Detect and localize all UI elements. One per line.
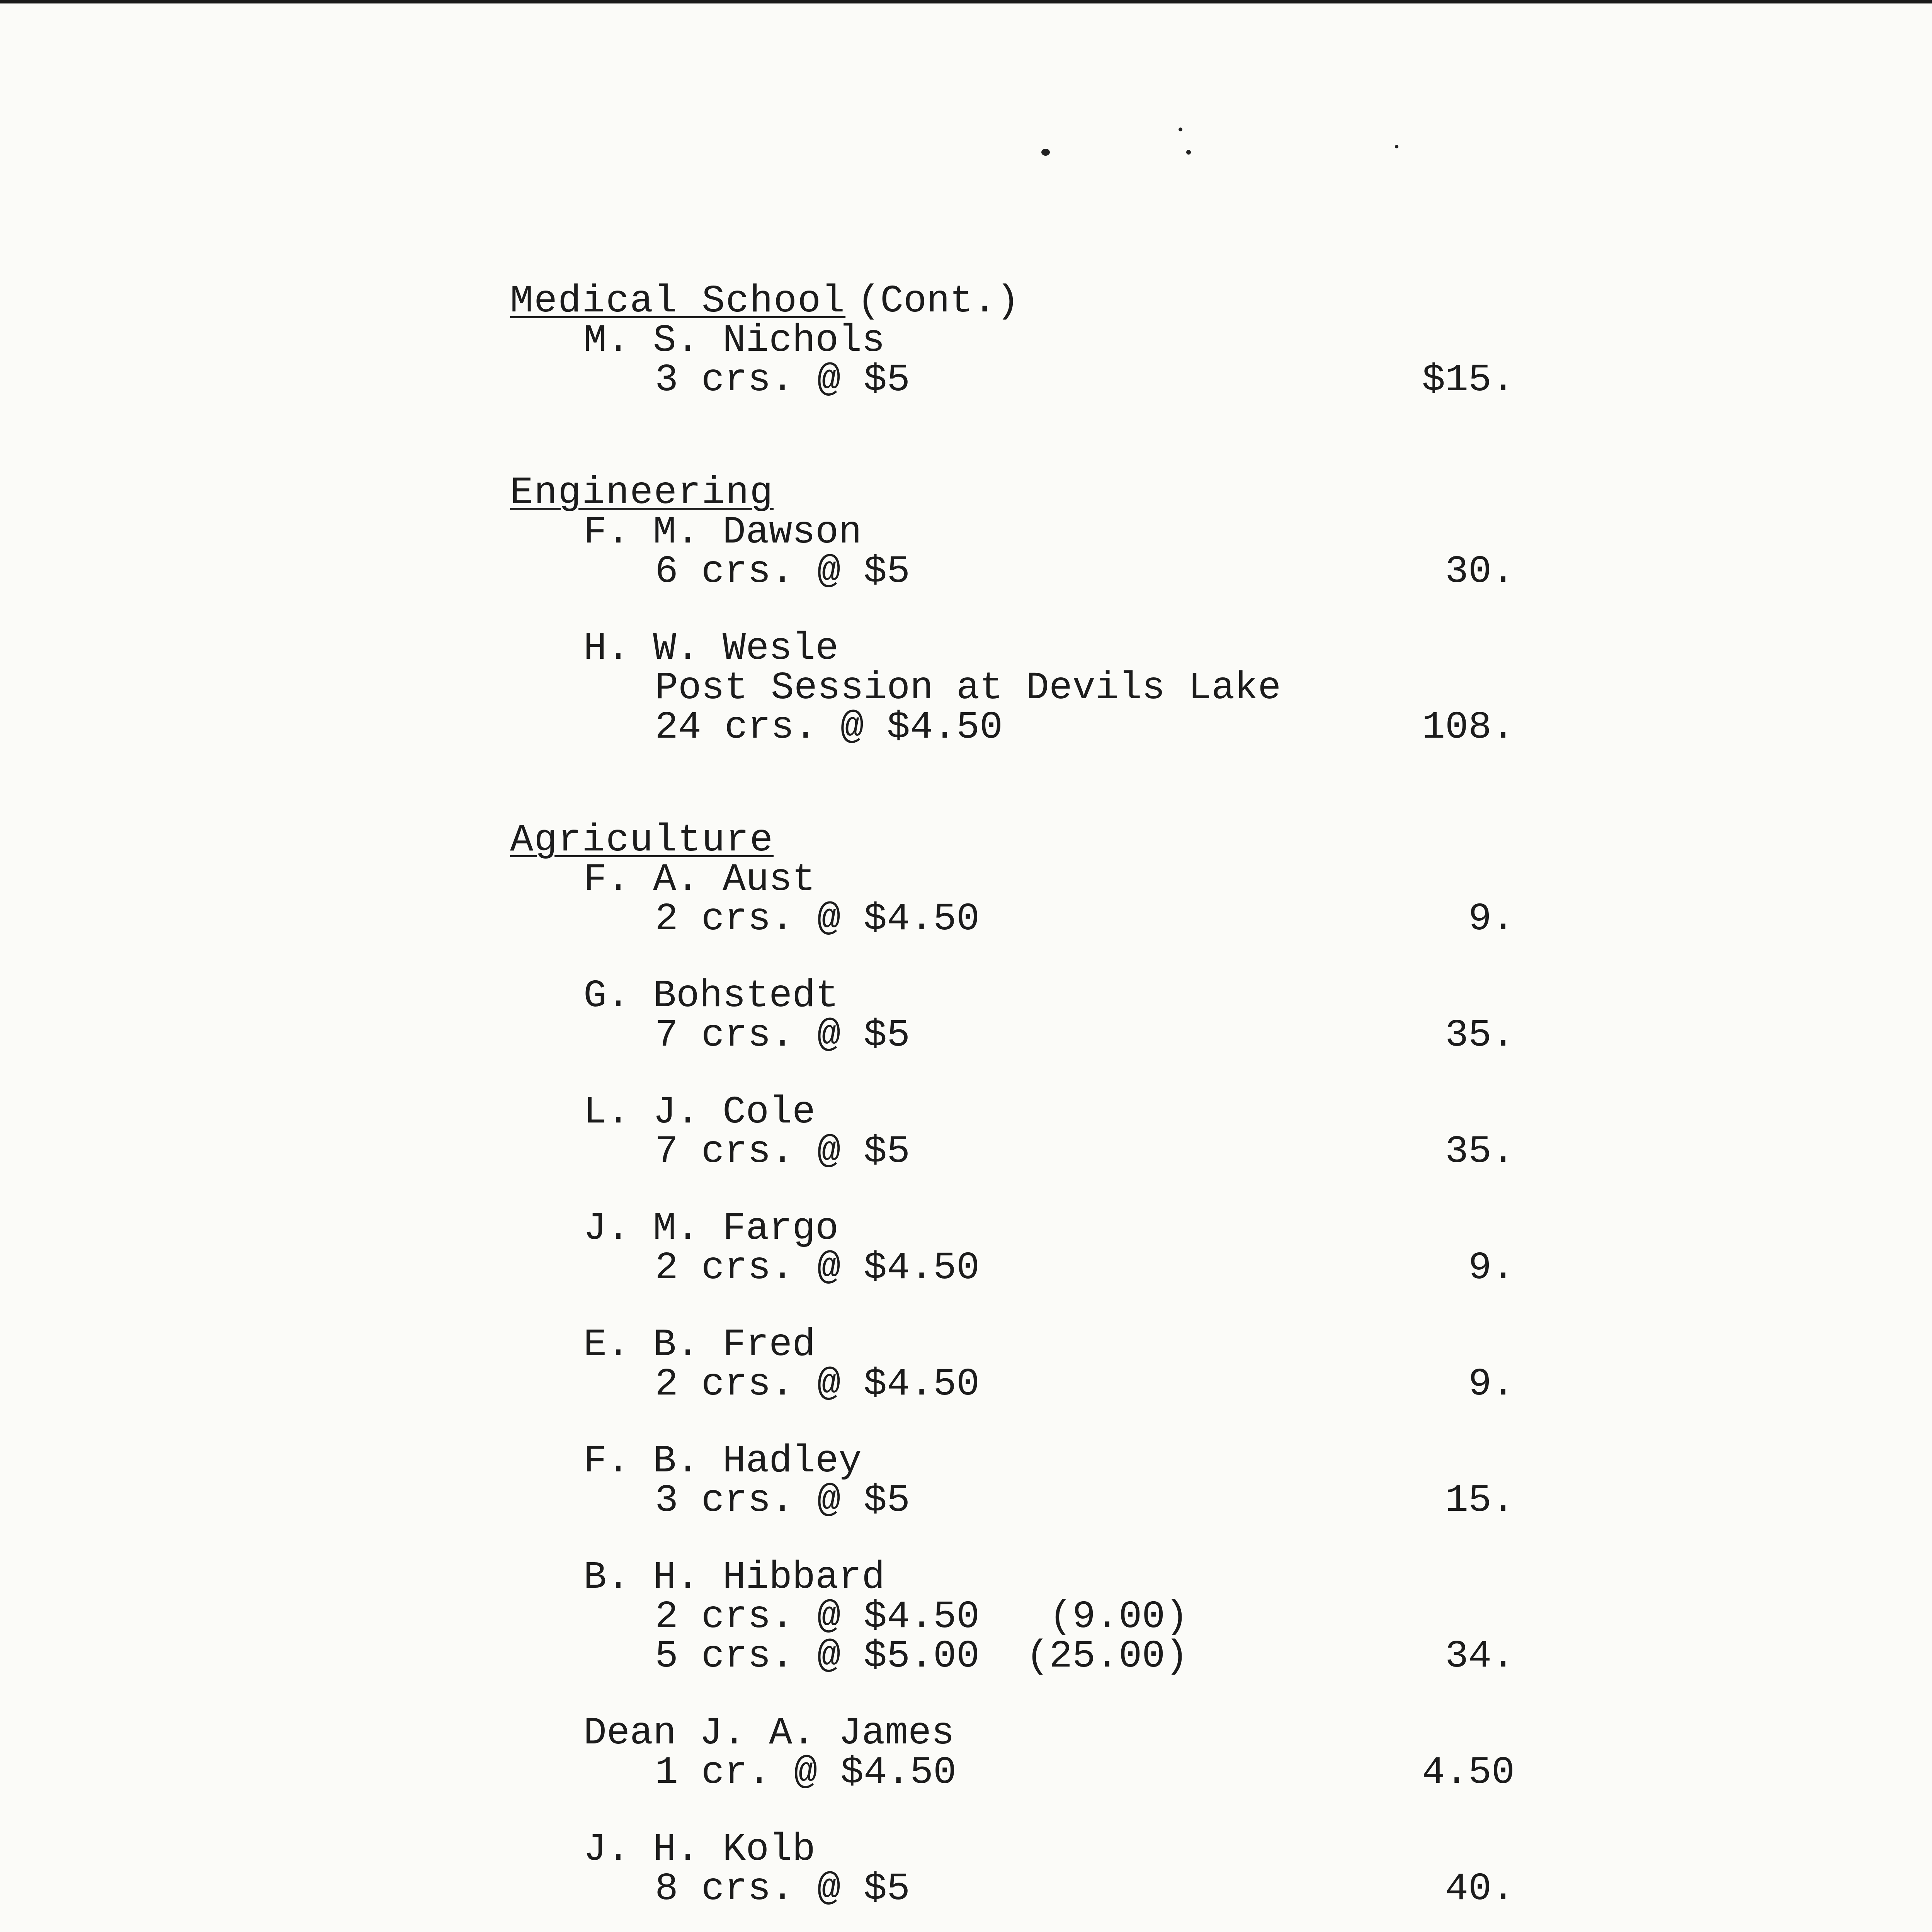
entry-amount: 9. [1468, 1247, 1515, 1290]
entry-amount: 30. [1445, 550, 1515, 594]
entry-name: F. A. Aust [583, 858, 816, 902]
entry-amount: 4.50 [1422, 1751, 1515, 1795]
ledger-entry [510, 629, 1515, 748]
entry-line [510, 1867, 1515, 1911]
entry-amount: 9. [1468, 1363, 1515, 1406]
page-top-edge [0, 0, 1932, 3]
section-heading [510, 821, 1515, 861]
entry-line [510, 1637, 1515, 1677]
entry-name: F. B. Hadley [583, 1440, 862, 1483]
entry-amount: $15. [1422, 359, 1515, 402]
entry-amount: 35. [1445, 1014, 1515, 1058]
entry-line-text: 24 crs. @ $4.50 [655, 706, 1003, 750]
entry-line-text: 2 crs. @ $4.50 [655, 898, 980, 941]
entry-line [510, 1365, 1515, 1405]
entry-line-text: 7 crs. @ $5 [655, 1130, 910, 1174]
entry-amount: 35. [1445, 1130, 1515, 1174]
entry-line-text: Post Session at Devils Lake [655, 667, 1281, 710]
entry-line-text: 6 crs. @ $5 [655, 550, 910, 594]
entry-line-text: 1 cr. @ $4.50 [655, 1751, 957, 1795]
entry-name: B. H. Hibbard [583, 1556, 885, 1600]
entry-line [510, 1753, 1515, 1793]
section-title: Medical School [510, 280, 846, 323]
entry-name: E. B. Fred [583, 1323, 816, 1367]
entry-name: H. W. Wesle [583, 627, 839, 671]
entry-line-text: 2 crs. @ $4.50 (9.00) [655, 1595, 1189, 1639]
scan-speck [1395, 145, 1398, 148]
entry-name: G. Bohstedt [583, 975, 839, 1018]
entry-name: L. J. Cole [583, 1091, 816, 1134]
entry-line-text: 5 crs. @ $5.00 (25.00) [655, 1635, 1189, 1679]
entry-line [510, 1016, 1515, 1056]
ledger-entry [510, 977, 1515, 1056]
ledger-entry [510, 1323, 1515, 1406]
section [510, 282, 1515, 400]
ledger-entry [510, 858, 1515, 941]
entry-amount: 40. [1445, 1867, 1515, 1911]
ledger-entry [510, 1714, 1515, 1793]
scan-speck [1041, 149, 1050, 156]
entry-line-text: 3 crs. @ $5 [655, 359, 910, 402]
entry-line-text: 3 crs. @ $5 [655, 1479, 910, 1523]
scan-speck [1179, 128, 1182, 131]
entry-line-text: 8 crs. @ $5 [655, 1867, 910, 1911]
ledger-entry [510, 1442, 1515, 1521]
entry-line-text: 2 crs. @ $4.50 [655, 1247, 980, 1290]
entry-name: F. M. Dawson [583, 511, 862, 554]
entry-name: J. H. Kolb [583, 1828, 816, 1872]
document-body [510, 282, 1515, 1932]
entry-name: Dean J. A. James [583, 1712, 955, 1755]
ledger-entry [510, 321, 1515, 400]
entry-amount: 108. [1422, 706, 1515, 750]
entry-line [510, 708, 1515, 748]
entry-line [510, 900, 1515, 939]
entry-line [510, 1130, 1515, 1174]
entry-line-text: 7 crs. @ $5 [655, 1014, 910, 1058]
section [510, 471, 1515, 750]
section-title: Engineering [510, 471, 774, 515]
ledger-entry [510, 1093, 1515, 1172]
entry-line [510, 1595, 1515, 1639]
entry-line [510, 669, 1515, 708]
entry-line [510, 1249, 1515, 1288]
entry-line [510, 361, 1515, 400]
section [510, 821, 1515, 1932]
ledger-entry [510, 513, 1515, 592]
section-title-suffix: (Cont.) [857, 280, 1020, 323]
section-heading [510, 282, 1515, 321]
entry-name: M. S. Nichols [583, 319, 885, 363]
ledger-entry [510, 1209, 1515, 1288]
entry-line [510, 1481, 1515, 1521]
section-title: Agriculture [510, 819, 774, 862]
ledger-entry [510, 1558, 1515, 1677]
entry-line [510, 550, 1515, 594]
entry-name: J. M. Fargo [583, 1207, 839, 1251]
entry-line-text: 2 crs. @ $4.50 [655, 1363, 980, 1406]
ledger-entry [510, 1830, 1515, 1909]
scan-speck [1186, 150, 1191, 155]
entry-amount: 34. [1445, 1635, 1515, 1679]
entry-amount: 9. [1468, 898, 1515, 941]
entry-amount: 15. [1445, 1479, 1515, 1523]
section-heading [510, 471, 1515, 515]
